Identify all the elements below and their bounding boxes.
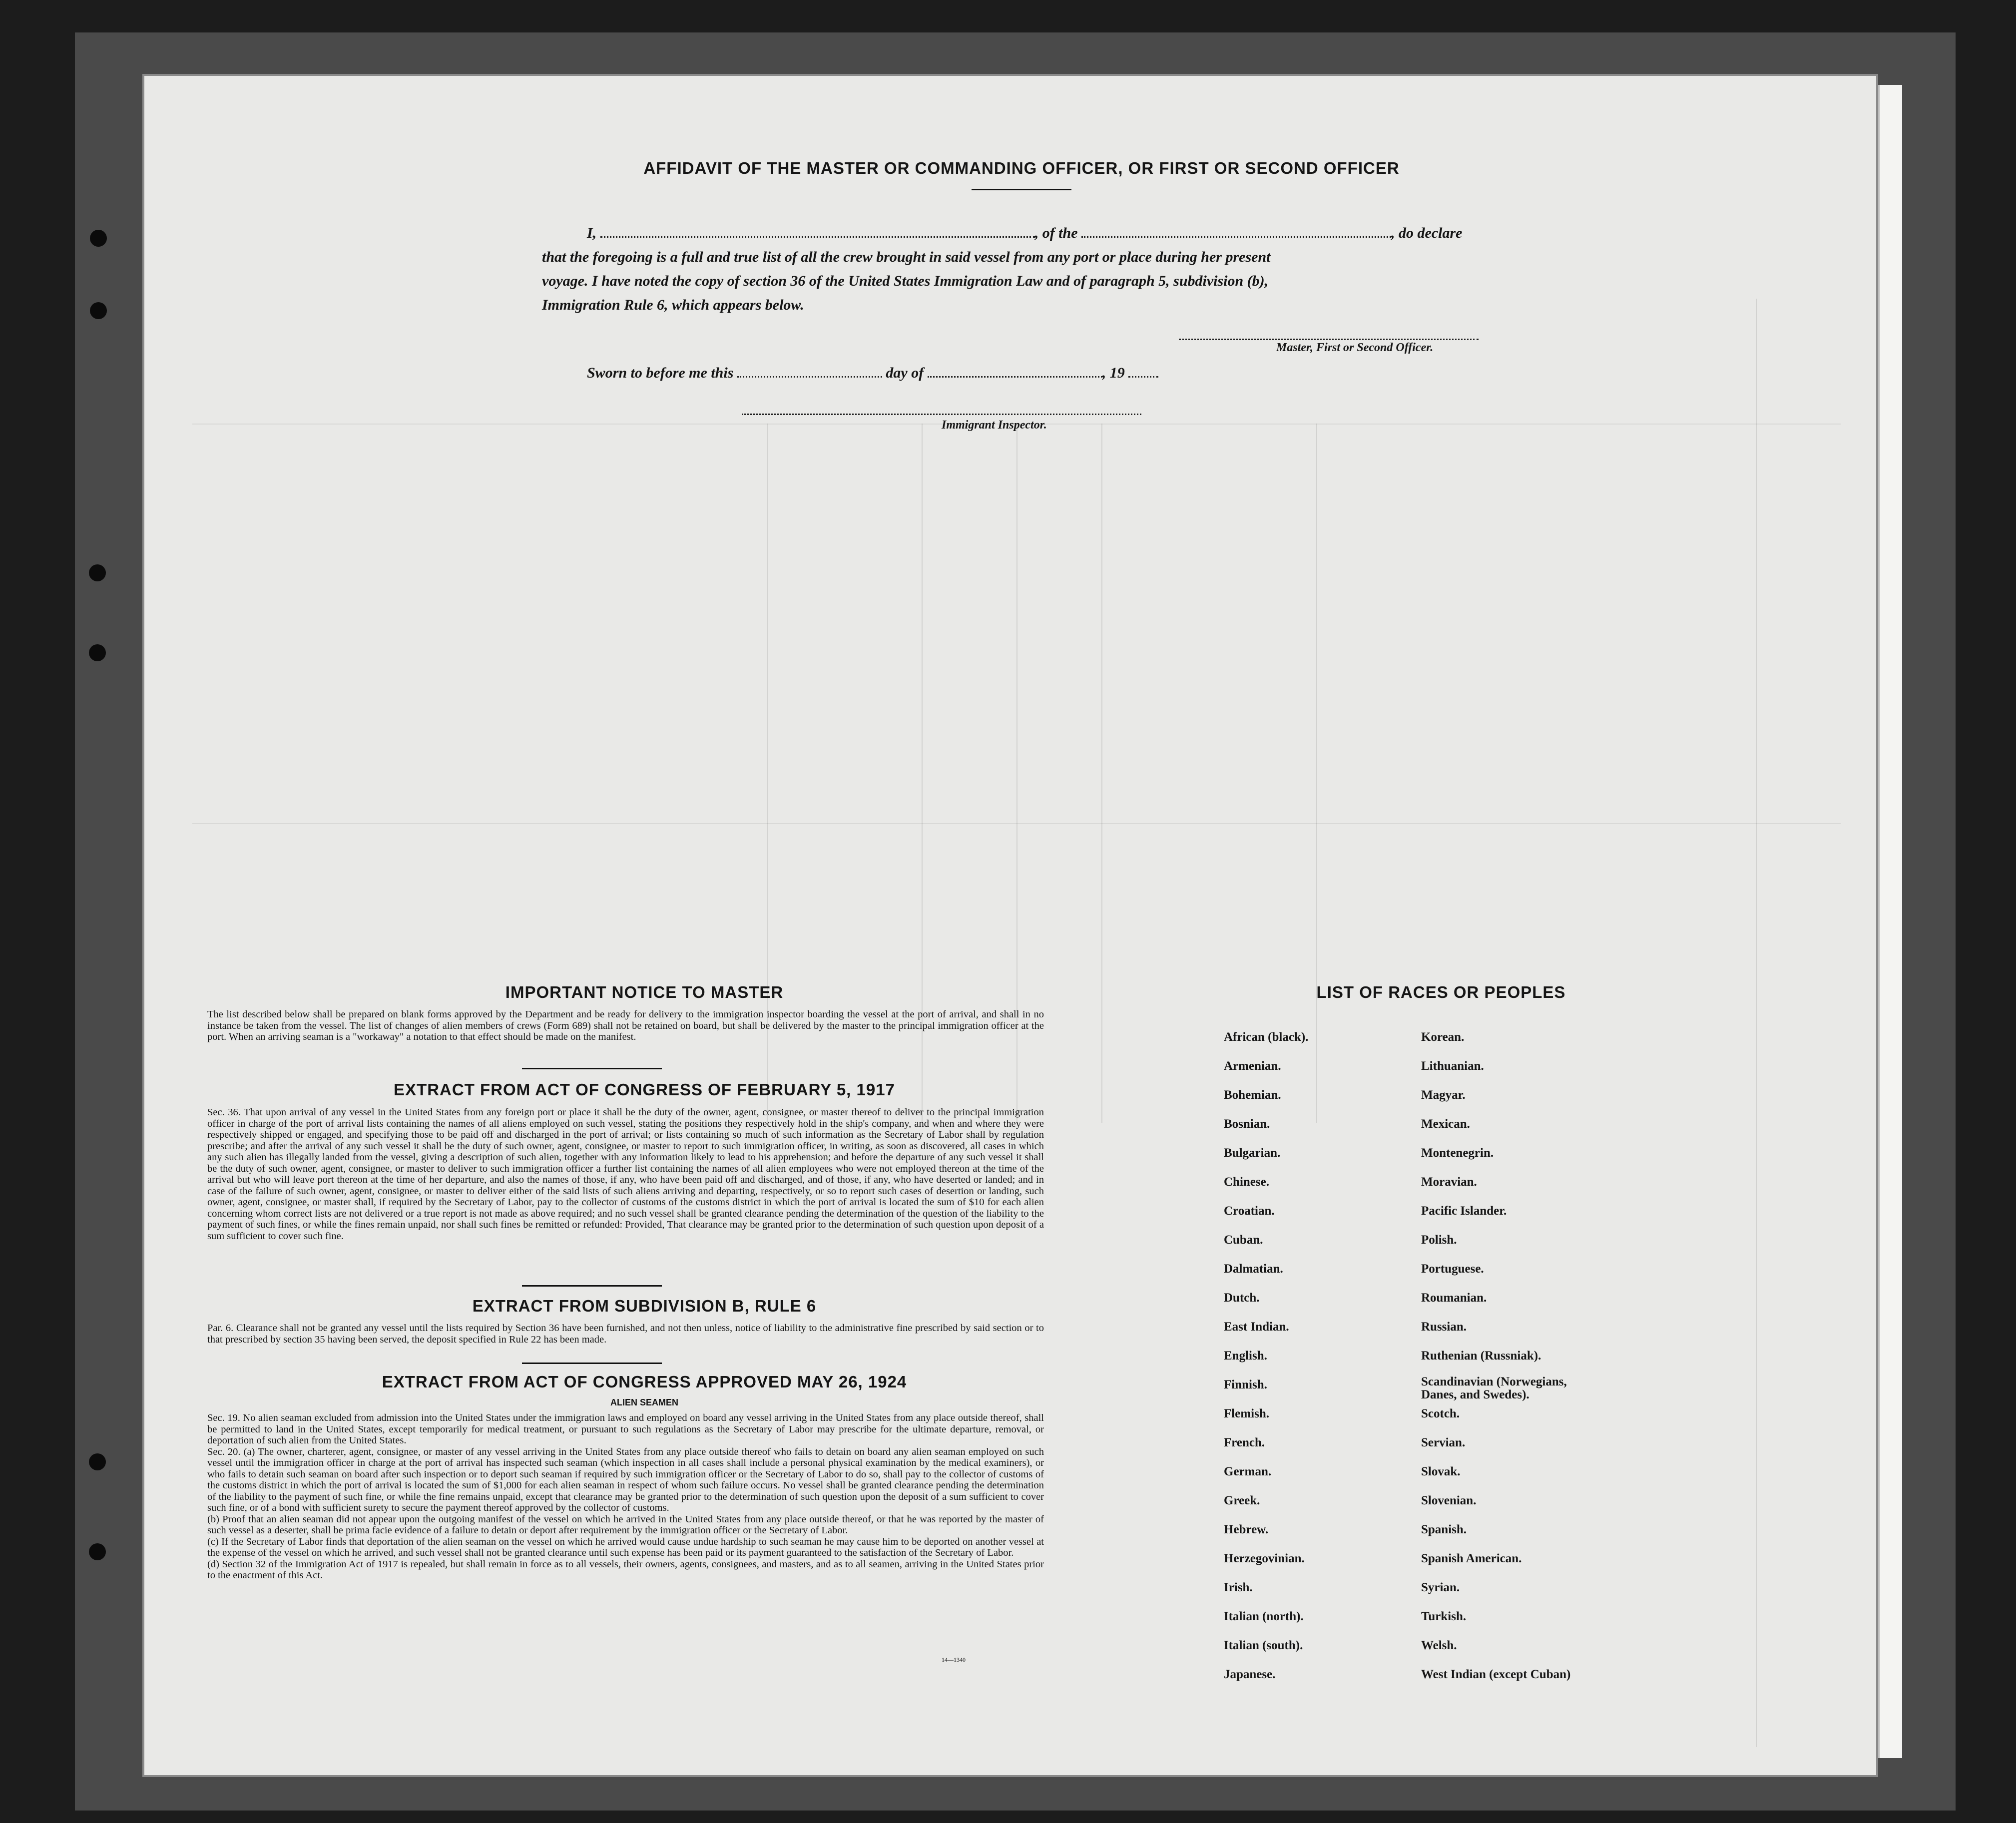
race-item: Moravian.	[1421, 1175, 1477, 1189]
race-item: Bosnian.	[1224, 1117, 1270, 1131]
race-item: Lithuanian.	[1421, 1059, 1484, 1073]
inspector-line[interactable]	[742, 414, 1141, 415]
race-item: Syrian.	[1421, 1581, 1460, 1594]
race-item: Servian.	[1421, 1436, 1466, 1449]
sworn-text: Sworn to before me this	[587, 365, 734, 381]
race-item: Italian (south).	[1224, 1639, 1303, 1652]
race-item: Montenegrin.	[1421, 1146, 1494, 1160]
bleed-grid-line	[1316, 424, 1317, 1123]
race-item: Korean.	[1421, 1030, 1465, 1044]
bleed-grid-line	[1101, 424, 1102, 1123]
race-item: German.	[1224, 1465, 1272, 1478]
extract-1924-body	[207, 1412, 1044, 1581]
race-item: Italian (north).	[1224, 1610, 1304, 1623]
notice-title: IMPORTANT NOTICE TO MASTER	[505, 983, 784, 1001]
affidavit-declare: , do declare	[1391, 225, 1463, 241]
race-item: Pacific Islander.	[1421, 1204, 1507, 1218]
year-prefix: , 19	[1102, 365, 1125, 381]
inspector-label: Immigrant Inspector.	[942, 419, 1047, 432]
binder-hole-icon	[90, 302, 107, 319]
race-item: Dalmatian.	[1224, 1262, 1283, 1276]
race-item: Cuban.	[1224, 1233, 1263, 1247]
extract-1917-body: Sec. 36. That upon arrival of any vessel in the United States from any foreign port or place it shall be the duty of the owner, agent, consignee, or master thereof to deliver to the principal immigration officer in charge of the port of arrival lists containing the names of all aliens employed on such vessel, stating the positions they respectively hold in the ship's company, and when and where they were respectively shipped or engaged, and specifying those to be paid off and discharged in the port of arrival; or lists containing so much of such information as the Secretary of Labor shall by regulation prescribe; and after the arrival of any such vessel it shall be the duty of such owner, agent, consignee, or master to report to such immigration officer, in writing, as soon as discovered, all cases in which any such alien has illegally landed from the vessel, giving a description of such alien, together with any information likely to lead to his apprehension; and before the departure of any such vessel it shall be the duty of such owner, agent, consignee, or master to deliver to such immigration officer a further list containing the names of all alien employees who were not employed thereon at the time of the arrival but who will leave port thereon at the time of her departure, and also the names of those, if any, who have been paid off and discharged, and of those, if any, who have deserted or landed; and in case of the failure of such owner, agent, consignee, or master to deliver either of the said lists of such aliens arriving and departing, respectively, or so to report such cases of desertion or landing, such owner, agent, consignee, or master shall, if required by the Secretary of Labor, pay to the collector of customs of the customs district in which the port of arrival is located the sum of $10 for each alien concerning whom correct lists are not delivered or a true report is not made as above required; and no such vessel shall be granted clearance pending the determination of the question of the liability to the payment of such fines, or while the fines remain unpaid, nor shall such fines be remitted or refunded: Provided, That clearance may be granted prior to the determination of such question upon deposit of a sum sufficient to cover such fine.	[207, 1107, 1044, 1242]
day-of-text: day of	[886, 365, 924, 381]
affidavit-line-1	[587, 221, 1641, 245]
races-title: LIST OF RACES OR PEOPLES	[1316, 983, 1566, 1001]
race-item: Spanish American.	[1421, 1552, 1522, 1565]
race-item: Bulgarian.	[1224, 1146, 1281, 1160]
race-item: Russian.	[1421, 1320, 1467, 1334]
sec-20c: (c) If the Secretary of Labor finds that deportation of the alien seaman on the vessel on which he arrived would cause undue hardship to such seaman he may cause him to be deported on another vessel at the expense of the vessel on which he arrived, and such vessel shall not be granted clearance until such expense has been paid or its payment guaranteed to the satisfaction of the Secretary of Labor.	[207, 1536, 1044, 1558]
extract-1924-subtitle: ALIEN SEAMEN	[610, 1397, 678, 1407]
sworn-line	[587, 361, 1158, 385]
sec-20a: Sec. 20. (a) The owner, charterer, agent, consignee, or master of any vessel arriving in the United States from any place outside thereof who fails to detain on board any alien seaman employed on such vessel until the immigration officer in charge at the port of arrival has inspected such seaman (which inspection in all cases shall include a personal physical examination by the medical examiners), or who fails to detain such seaman on board after such inspection or to deport such seaman if required by such immigration officer or the Secretary of Labor to do so, shall pay to the collector of customs of the customs district in which the port of arrival is located the sum of $1,000 for each alien seaman in respect of whom such failure occurs. No vessel shall be granted clearance pending the determination of the liability to the payment of such fine, or while the fine remains unpaid, except that clearance may be granted prior to the determination of such question upon the deposit of a sum sufficient to cover such fine, or of a bond with sufficient surety to secure the payment thereof approved by the collector of customs.	[207, 1446, 1044, 1513]
race-item: Flemish.	[1224, 1407, 1269, 1420]
binder-hole-icon	[89, 564, 106, 581]
subdivision-body: Par. 6. Clearance shall not be granted any vessel until the lists required by Section 36 have been furnished, and not then unless, notice of liability to the administrative fine prescribed by said section or to that prescribed by section 35 having been served, the deposit specified in Rule 22 has been made.	[207, 1323, 1044, 1345]
race-item: East Indian.	[1224, 1320, 1289, 1334]
race-item: Turkish.	[1421, 1610, 1467, 1623]
race-item: Croatian.	[1224, 1204, 1275, 1218]
subdivision-title: EXTRACT FROM SUBDIVISION B, RULE 6	[472, 1297, 817, 1315]
races-right-column	[1421, 1023, 1601, 1689]
bleed-grid-line	[192, 823, 1841, 824]
race-item: Armenian.	[1224, 1059, 1281, 1073]
extract-1917-title: EXTRACT FROM ACT OF CONGRESS OF FEBRUARY 5, 1917	[394, 1080, 895, 1099]
signature-line[interactable]	[1179, 339, 1479, 340]
affidavit-line-4: Immigration Rule 6, which appears below.	[542, 297, 804, 313]
race-item: Roumanian.	[1421, 1291, 1487, 1305]
sec-20d: (d) Section 32 of the Immigration Act of 1917 is repealed, but shall remain in force as to all vessels, their owners, agents, consignees, and masters, and as to all seamen, arriving in the United States prior to the enactment of this Act.	[207, 1558, 1044, 1581]
affidavit-i: I,	[587, 225, 597, 241]
bleed-grid-line	[1756, 299, 1757, 1747]
binder-hole-icon	[90, 230, 107, 247]
master-name-field[interactable]	[600, 236, 1035, 238]
affidavit-of-the: , of the	[1034, 225, 1078, 241]
sworn-year-field[interactable]	[1128, 376, 1158, 378]
sworn-month-field[interactable]	[928, 376, 1102, 378]
section-rule	[522, 1068, 662, 1069]
race-item: Mexican.	[1421, 1117, 1470, 1131]
section-rule	[522, 1285, 662, 1287]
race-item: Scandinavian (Norwegians, Danes, and Swedes).	[1421, 1375, 1567, 1401]
race-item: Welsh.	[1421, 1639, 1457, 1652]
race-item: Irish.	[1224, 1581, 1253, 1594]
section-rule	[522, 1363, 662, 1364]
race-item: Slovenian.	[1421, 1494, 1477, 1507]
next-page-edge	[1878, 85, 1902, 1758]
affidavit-line-3: voyage. I have noted the copy of section 36 of the United States Immigration Law and of paragraph 5, subdivision (b),	[542, 273, 1269, 289]
race-item: African (black).	[1224, 1030, 1309, 1044]
binder-hole-icon	[89, 644, 106, 661]
sec-19: Sec. 19. No alien seaman excluded from admission into the United States under the immigration laws and employed on board any vessel arriving in the United States from any place outside thereof, shall be permitted to land in the United States, except temporarily for medical treatment, or pursuant to such regulations as the Secretary of Labor may prescribe for the ultimate departure, removal, or deportation of such alien from the United States.	[207, 1412, 1044, 1446]
vessel-name-field[interactable]	[1081, 236, 1391, 238]
races-left-column	[1224, 1023, 1308, 1689]
binder-hole-icon	[89, 1453, 106, 1470]
race-item: English.	[1224, 1349, 1267, 1363]
race-item: Portuguese.	[1421, 1262, 1484, 1276]
manifest-page	[142, 74, 1878, 1777]
race-item: Bohemian.	[1224, 1088, 1281, 1102]
race-item: Herzegovinian.	[1224, 1552, 1305, 1565]
race-item: Polish.	[1421, 1233, 1457, 1247]
race-item: French.	[1224, 1436, 1265, 1449]
race-item: Greek.	[1224, 1494, 1260, 1507]
race-item: West Indian (except Cuban)	[1421, 1668, 1571, 1681]
race-item: Slovak.	[1421, 1465, 1461, 1478]
sec-20b: (b) Proof that an alien seaman did not appear upon the outgoing manifest of the vessel on which he arrived in the United States from any place outside thereof, or that he was reported by the master of such vessel as a deserter, shall be prima facie evidence of a failure to detain or deport after requirement by the immigration officer or the Secretary of Labor.	[207, 1513, 1044, 1536]
race-item: Spanish.	[1421, 1523, 1467, 1536]
affidavit-title: AFFIDAVIT OF THE MASTER OR COMMANDING OFFICER, OR FIRST OR SECOND OFFICER	[643, 159, 1400, 177]
binder-hole-icon	[89, 1543, 106, 1560]
form-number: 14—1340	[942, 1656, 966, 1663]
notice-body: The list described below shall be prepared on blank forms approved by the Department and be ready for delivery to the immigration inspector boarding the vessel at the port of arrival, and shall in no instance be taken from the vessel. The list of changes of alien members of crews (Form 689) shall not be retained on board, but shall be delivered by the master to the principal immigration officer at the port. When an arriving seaman is a "workaway" a notation to that effect should be made on the manifest.	[207, 1009, 1044, 1042]
race-item: Chinese.	[1224, 1175, 1269, 1189]
race-item: Finnish.	[1224, 1378, 1267, 1391]
extract-1924-title: EXTRACT FROM ACT OF CONGRESS APPROVED MAY 26, 1924	[382, 1372, 907, 1391]
race-item: Scotch.	[1421, 1407, 1460, 1420]
signature-label: Master, First or Second Officer.	[1276, 341, 1434, 354]
title-rule	[972, 189, 1071, 190]
race-item: Dutch.	[1224, 1291, 1260, 1305]
race-item: Magyar.	[1421, 1088, 1466, 1102]
sworn-day-field[interactable]	[737, 376, 882, 378]
race-item: Japanese.	[1224, 1668, 1276, 1681]
race-item: Hebrew.	[1224, 1523, 1269, 1536]
race-item: Ruthenian (Russniak).	[1421, 1349, 1541, 1363]
affidavit-line-2: that the foregoing is a full and true list of all the crew brought in said vessel from any port or place during her present	[542, 249, 1271, 265]
